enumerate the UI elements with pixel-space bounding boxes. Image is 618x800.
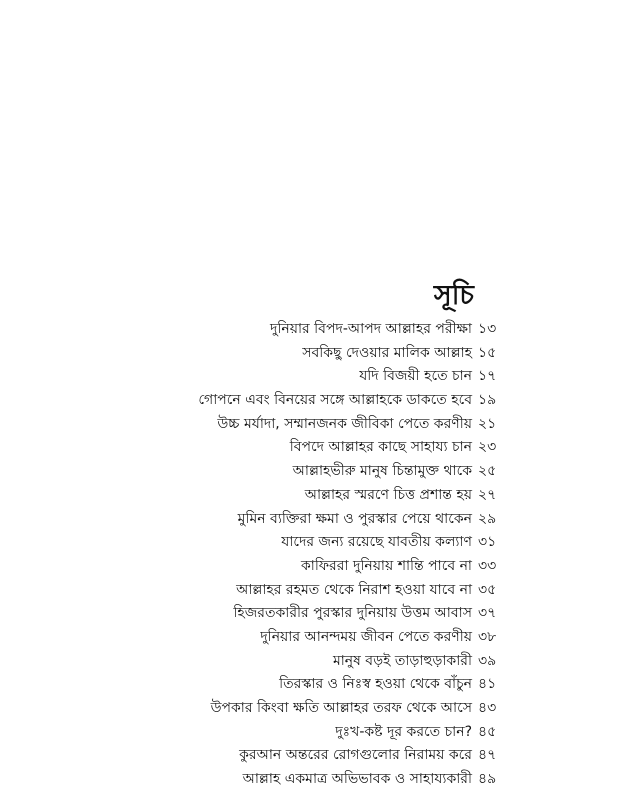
toc-entry-title: আল্লাহর রহমত থেকে নিরাশ হওয়া যাবে না bbox=[236, 581, 472, 598]
toc-entry-page: ১৩ bbox=[478, 321, 497, 337]
toc-entry-title: দুনিয়ার বিপদ-আপদ আল্লাহর পরীক্ষা bbox=[270, 321, 472, 337]
toc-entry-title: কাফিররা দুনিয়ায় শান্তি পাবে না bbox=[300, 557, 472, 574]
toc-entry-title: দুনিয়ার আনন্দময় জীবন পেতে করণীয় bbox=[260, 628, 472, 645]
toc-entry[interactable] bbox=[0, 508, 618, 532]
toc-entry[interactable] bbox=[0, 768, 618, 792]
toc-entry-page: ২৫ bbox=[478, 463, 497, 480]
toc-entry-page: ১৯ bbox=[478, 392, 497, 409]
toc-entry-page: ২৭ bbox=[478, 486, 497, 503]
toc-entry-title: তিরস্কার ও নিঃস্ব হওয়া থেকে বাঁচুন bbox=[279, 676, 472, 693]
toc-entry[interactable] bbox=[0, 579, 618, 603]
toc-entry-page: ২১ bbox=[478, 415, 497, 432]
toc-entry-page: ৩১ bbox=[478, 534, 497, 551]
toc-entry-title: মানুষ বড়ই তাড়াহুড়াকারী bbox=[332, 652, 472, 669]
toc-entry-page: ৩৮ bbox=[478, 628, 497, 645]
toc-entry-title: উচ্চ মর্যাদা, সম্মানজনক জীবিকা পেতে করণীয় bbox=[217, 415, 472, 432]
toc-entry[interactable] bbox=[0, 602, 618, 626]
toc-entry-title: গোপনে এবং বিনয়ের সঙ্গে আল্লাহকে ডাকতে হবে bbox=[198, 392, 472, 409]
toc-entry[interactable] bbox=[0, 531, 618, 555]
toc-entry-page: ৪৫ bbox=[478, 723, 497, 740]
toc-entry-title: উপকার কিংবা ক্ষতি আল্লাহর তরফ থেকে আসে bbox=[210, 700, 472, 716]
toc-heading: সূচি bbox=[433, 280, 474, 311]
toc-entry[interactable] bbox=[0, 673, 618, 697]
toc-entry-title: দুঃখ-কষ্ট দূর করতে চান? bbox=[335, 723, 472, 740]
table-of-contents bbox=[0, 318, 618, 792]
toc-entry-title: কুরআন অন্তরের রোগগুলোর নিরাময় করে bbox=[239, 747, 472, 764]
toc-entry-title: আল্লাহর স্মরণে চিত্ত প্রশান্ত হয় bbox=[304, 486, 472, 503]
toc-entry[interactable] bbox=[0, 744, 618, 768]
toc-entry-page: ৪৩ bbox=[478, 700, 497, 716]
toc-entry-title: আল্লাহ একমাত্র অভিভাবক ও সাহায্যকারী bbox=[242, 771, 472, 788]
toc-entry[interactable] bbox=[0, 650, 618, 674]
toc-entry-title: যদি বিজয়ী হতে চান bbox=[359, 368, 472, 385]
toc-entry-page: ২৯ bbox=[478, 510, 497, 527]
toc-entry-page: ৪৭ bbox=[478, 747, 497, 764]
toc-entry-page: ৩৭ bbox=[478, 605, 497, 622]
toc-entry-title: বিপদে আল্লাহর কাছে সাহায্য চান bbox=[289, 439, 472, 456]
toc-entry[interactable] bbox=[0, 365, 618, 389]
toc-entry[interactable] bbox=[0, 460, 618, 484]
toc-entry-page: ১৭ bbox=[478, 368, 497, 385]
toc-entry[interactable] bbox=[0, 721, 618, 745]
toc-entry-page: ১৫ bbox=[478, 344, 497, 361]
toc-entry[interactable] bbox=[0, 555, 618, 579]
toc-entry[interactable] bbox=[0, 389, 618, 413]
toc-entry[interactable] bbox=[0, 413, 618, 437]
toc-entry[interactable] bbox=[0, 436, 618, 460]
toc-entry-page: ৩৫ bbox=[478, 581, 497, 598]
toc-entry-page: ২৩ bbox=[478, 439, 497, 456]
toc-entry[interactable] bbox=[0, 697, 618, 721]
toc-entry-title: যাদের জন্য রয়েছে যাবতীয় কল্যাণ bbox=[281, 534, 472, 551]
toc-entry[interactable] bbox=[0, 318, 618, 342]
toc-entry-title: আল্লাহভীরু মানুষ চিন্তামুক্ত থাকে bbox=[292, 463, 472, 480]
toc-entry-page: ৩৯ bbox=[478, 652, 497, 669]
toc-entry-page: ৪১ bbox=[478, 676, 497, 693]
toc-entry[interactable] bbox=[0, 484, 618, 508]
toc-entry-title: মুমিন ব্যক্তিরা ক্ষমা ও পুরস্কার পেয়ে থাকেন bbox=[237, 510, 472, 527]
toc-entry[interactable] bbox=[0, 342, 618, 366]
toc-entry-page: ৪৯ bbox=[478, 771, 497, 788]
toc-entry-title: সবকিছু দেওয়ার মালিক আল্লাহ bbox=[302, 344, 472, 361]
toc-entry-title: হিজরতকারীর পুরস্কার দুনিয়ায় উত্তম আবাস bbox=[233, 605, 472, 622]
toc-entry-page: ৩৩ bbox=[478, 557, 497, 574]
toc-entry[interactable] bbox=[0, 626, 618, 650]
